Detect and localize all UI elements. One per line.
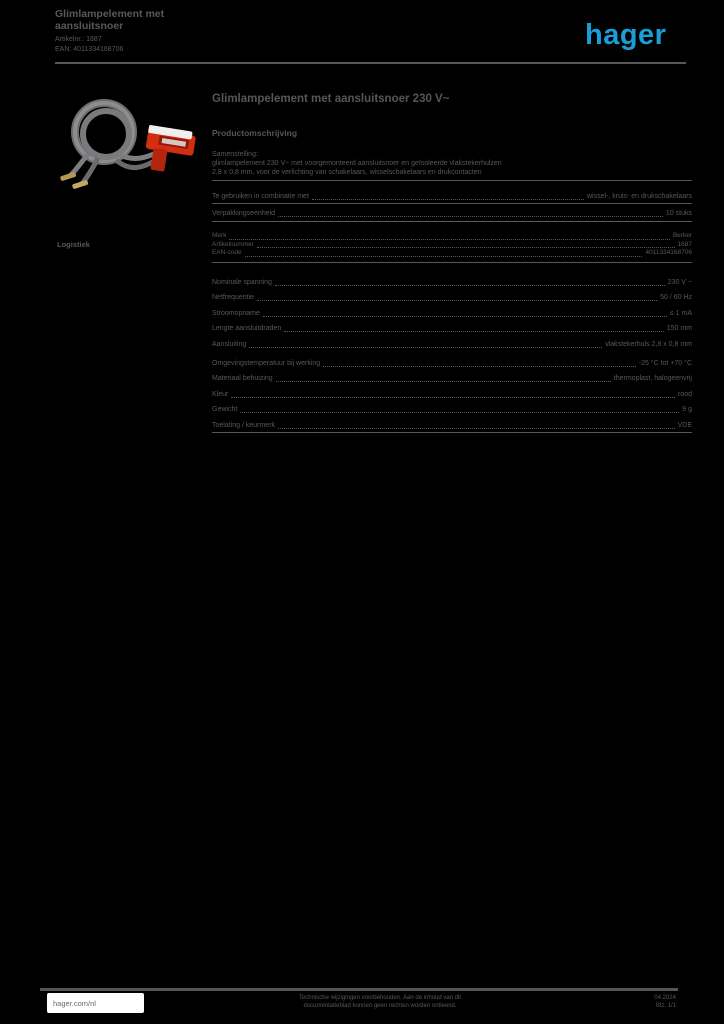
dotted-leader — [312, 199, 584, 200]
dotted-leader — [323, 366, 636, 367]
dotted-leader — [257, 300, 657, 301]
tech-row — [212, 383, 692, 399]
tech-row-value: rood — [677, 390, 692, 398]
usage-row-value: 10 stuks — [665, 210, 692, 217]
hager-logo: hager — [585, 19, 667, 51]
divider — [212, 432, 692, 433]
tech-row — [212, 399, 692, 415]
dotted-leader — [245, 256, 643, 257]
footer-date: 04.2024 — [654, 995, 676, 1001]
dotted-leader — [231, 397, 675, 398]
tech-row-value: vlakstekerhuls 2,8 x 0,8 mm — [605, 340, 692, 348]
divider — [212, 180, 692, 181]
dotted-leader — [229, 239, 669, 240]
description-intro: Samenstelling: — [212, 151, 258, 158]
tech-row-value: 150 mm — [666, 325, 692, 332]
tech-row-value: 230 V ~ — [667, 278, 692, 286]
tech-row-label: Gewicht — [212, 406, 238, 413]
tech-row-label: Netfrequentie — [212, 294, 255, 301]
logistics-row-value: 4011334168706 — [645, 249, 692, 256]
description-line-1: glimlampelement 230 V~ met voorgemonteerd aansluitsnoer en geïsoleerde vlakstekerhulzen — [212, 160, 502, 167]
tech-row-label: Omgevingstemperatuur bij werking — [212, 359, 321, 367]
header-product-title — [55, 8, 164, 54]
divider — [212, 221, 692, 222]
logistics-row-value: Berker — [672, 232, 692, 239]
tech-row-value: 50 / 60 Hz — [660, 294, 692, 301]
dotted-leader — [263, 316, 667, 317]
description-block — [212, 150, 692, 225]
tech-row-value: ≤ 1 mA — [669, 309, 692, 317]
tech-row — [212, 333, 692, 349]
dotted-leader — [240, 412, 679, 413]
usage-row-value: wissel-, kruis- en drukschakelaars — [586, 193, 692, 200]
usage-row — [212, 206, 692, 218]
product-photo — [58, 92, 198, 197]
description-line-2: 2,8 x 0,8 mm, voor de verlichting van schakelaars, wisselschakelaars en drukcontacten — [212, 169, 482, 176]
footer-site-box — [47, 993, 144, 1013]
dotted-leader — [278, 428, 675, 429]
ean-code: EAN: 4011334168706 — [55, 45, 124, 53]
dotted-leader — [284, 331, 663, 332]
tech-row — [212, 318, 692, 334]
footer-disclaimer — [285, 994, 475, 1010]
logistics-row — [212, 249, 692, 258]
logistics-row — [212, 232, 692, 241]
tech-row-label: Stroomopname — [212, 309, 260, 317]
tech-row-label: Aansluiting — [212, 340, 247, 348]
tech-row-value: thermoplast, halogeenvrij — [613, 375, 692, 382]
logistics-block — [212, 232, 692, 266]
tech-row-label: Lengte aansluitdraden — [212, 325, 282, 332]
title-line-2: aansluitsnoer — [55, 20, 124, 32]
tech-row — [212, 302, 692, 318]
tech-row-value: -25 °C tot +70 °C — [638, 359, 692, 367]
footer-divider — [40, 988, 678, 991]
dotted-leader — [257, 247, 675, 248]
margin-label-logistics: Logistiek — [57, 240, 90, 249]
article-number: Artikelnr.: 1687 — [55, 36, 102, 43]
title-line-1: Glimlampelement met — [55, 8, 165, 20]
logistics-row-label: Merk — [212, 232, 227, 239]
description-section-title: Productomschrijving — [212, 128, 298, 138]
tech-row — [212, 349, 692, 368]
tech-row-label: Toelating / keurmerk — [212, 421, 276, 429]
technical-block — [212, 271, 692, 436]
logistics-row — [212, 241, 692, 250]
dotted-leader — [276, 381, 611, 382]
footer-site-link[interactable]: hager.com/nl — [53, 998, 96, 1008]
usage-row — [212, 184, 692, 201]
logistics-row-label: EAN-code — [212, 249, 242, 256]
dotted-leader — [275, 285, 665, 286]
tech-row — [212, 271, 692, 287]
footer-page-info — [620, 994, 676, 1010]
coiled-cable-red-connector-image — [58, 92, 198, 192]
tech-row-value: 9 g — [682, 406, 692, 413]
footer-disclaimer-line-1: Technische wijzigingen voorbehouden. Aan de inhoud van dit — [298, 995, 462, 1001]
tech-row — [212, 368, 692, 384]
divider — [212, 203, 692, 204]
footer-disclaimer-line-2: documentatieblad kunnen geen rechten worden ontleend. — [303, 1003, 457, 1009]
dotted-leader — [249, 347, 602, 348]
logistics-row-value: 1687 — [677, 240, 692, 248]
divider — [212, 262, 692, 263]
usage-row-label: Te gebruiken in combinatie met — [212, 193, 309, 200]
tech-row-value: VDE — [677, 421, 692, 429]
logistics-row-label: Artikelnummer — [212, 240, 254, 248]
tech-row-label: Kleur — [212, 390, 229, 398]
footer-page-number: Blz. 1/1 — [655, 1003, 676, 1009]
tech-row-label: Nominale spanning — [212, 278, 272, 286]
header-divider — [55, 62, 686, 64]
page-title: Glimlampelement met aansluitsnoer 230 V~ — [212, 93, 450, 105]
tech-row — [212, 287, 692, 303]
tech-row-label: Materiaal behuizing — [212, 375, 273, 382]
dotted-leader — [278, 216, 663, 217]
tech-row — [212, 414, 692, 430]
usage-row-label: Verpakkingseenheid — [212, 210, 276, 217]
